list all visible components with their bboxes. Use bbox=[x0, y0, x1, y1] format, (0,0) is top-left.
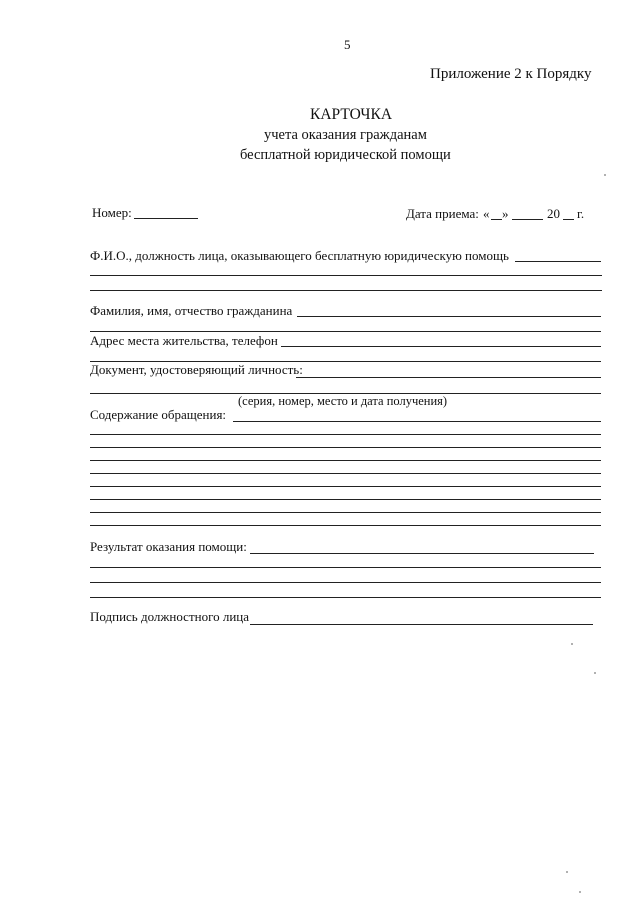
official-field-line-2[interactable] bbox=[90, 275, 602, 276]
date-day-field[interactable] bbox=[491, 219, 502, 220]
signature-field[interactable] bbox=[250, 624, 593, 625]
number-label: Номер: bbox=[92, 205, 132, 220]
date-year-field[interactable] bbox=[563, 219, 574, 220]
result-label: Результат оказания помощи: bbox=[90, 539, 247, 554]
request-label: Содержание обращения: bbox=[90, 407, 227, 422]
id-document-field[interactable] bbox=[296, 377, 601, 378]
date-month-field[interactable] bbox=[512, 219, 543, 220]
official-field[interactable] bbox=[515, 261, 601, 262]
address-label: Адрес места жительства, телефон bbox=[90, 333, 278, 348]
result-field-line-3[interactable] bbox=[90, 582, 601, 583]
date-open-quote: « bbox=[483, 206, 490, 221]
official-field-line-3[interactable] bbox=[90, 290, 602, 291]
appendix-reference: Приложение 2 к Порядку bbox=[430, 66, 592, 82]
form-subtitle-line-1: учета оказания гражданам bbox=[264, 127, 427, 143]
request-field-line-8[interactable] bbox=[90, 512, 601, 513]
request-field-line-3[interactable] bbox=[90, 447, 601, 448]
scan-speck bbox=[604, 174, 606, 176]
request-field-line-2[interactable] bbox=[90, 434, 601, 435]
citizen-field[interactable] bbox=[297, 316, 601, 317]
date-year-prefix: 20 bbox=[547, 206, 560, 221]
request-field-line-5[interactable] bbox=[90, 473, 601, 474]
result-field-line-4[interactable] bbox=[90, 597, 601, 598]
date-close-quote: » bbox=[502, 206, 509, 221]
citizen-label: Фамилия, имя, отчество гражданина bbox=[90, 303, 293, 318]
request-field-line-6[interactable] bbox=[90, 486, 601, 487]
citizen-field-line-2[interactable] bbox=[90, 331, 601, 332]
result-field[interactable] bbox=[250, 553, 594, 554]
request-field[interactable] bbox=[233, 421, 601, 422]
date-year-suffix: г. bbox=[577, 206, 585, 221]
signature-label: Подпись должностного лица bbox=[90, 609, 250, 624]
official-label: Ф.И.О., должность лица, оказывающего бесплатную юридическую помощь bbox=[90, 248, 509, 263]
id-document-hint: (серия, номер, место и дата получения) bbox=[238, 394, 448, 408]
date-label: Дата приема: bbox=[406, 206, 479, 221]
page-number: 5 bbox=[344, 37, 351, 52]
request-field-line-4[interactable] bbox=[90, 460, 601, 461]
id-document-label: Документ, удостоверяющий личность: bbox=[90, 362, 303, 377]
form-title: КАРТОЧКА bbox=[310, 106, 393, 123]
form-subtitle-line-2: бесплатной юридической помощи bbox=[240, 147, 451, 163]
request-field-line-7[interactable] bbox=[90, 499, 601, 500]
scan-speck bbox=[571, 643, 573, 645]
number-field[interactable] bbox=[134, 218, 198, 219]
result-field-line-2[interactable] bbox=[90, 567, 601, 568]
scan-speck bbox=[579, 891, 581, 893]
scan-speck bbox=[594, 672, 596, 674]
request-field-line-9[interactable] bbox=[90, 525, 601, 526]
scan-speck bbox=[566, 871, 568, 873]
address-field[interactable] bbox=[281, 346, 601, 347]
